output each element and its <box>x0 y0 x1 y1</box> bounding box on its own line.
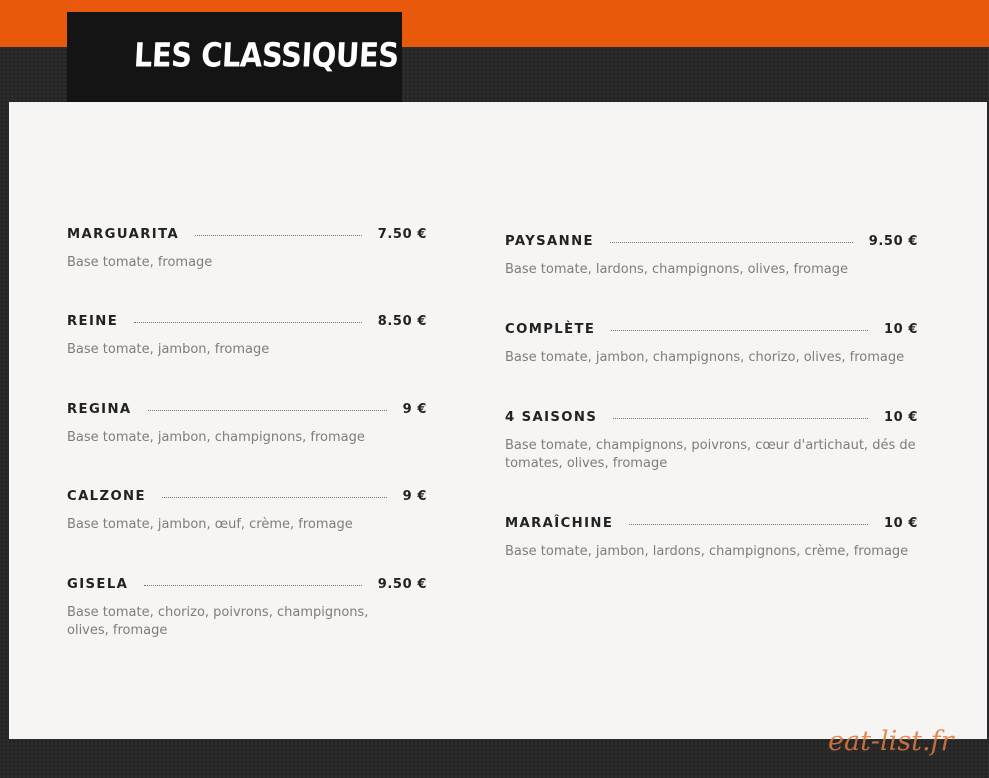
menu-item-description: Base tomate, jambon, lardons, champignons, crème, fromage <box>505 544 909 559</box>
menu-item-price: 9.50 € <box>377 576 427 592</box>
menu-item-description: Base tomate, chorizo, poivrons, champignons, olives, fromage <box>67 605 369 638</box>
menu-item-price: 8.50 € <box>377 313 427 329</box>
menu-item-name: COMPLÈTE <box>505 321 596 337</box>
menu-item-name: MARGUARITA <box>67 226 180 242</box>
menu-item-price: 10 € <box>883 515 918 531</box>
menu-item-name: 4 SAISONS <box>505 409 598 425</box>
menu-item-description: Base tomate, champignons, poivrons, cœur d'artichaut, dés de tomates, olives, fromage <box>505 438 916 471</box>
menu-item-regina <box>67 401 427 447</box>
dotted-leader <box>144 585 362 586</box>
menu-item-marguarita <box>67 226 427 272</box>
dotted-leader <box>148 410 387 411</box>
menu-item-gisela <box>67 576 427 640</box>
menu-item-price: 9 € <box>402 401 427 417</box>
menu-item-name: REINE <box>67 313 119 329</box>
menu-item-reine <box>67 313 427 359</box>
menu-item-complete <box>505 321 918 367</box>
menu-item-price: 10 € <box>883 321 918 337</box>
menu-item-description: Base tomate, jambon, champignons, chorizo, olives, fromage <box>505 350 905 365</box>
dotted-leader <box>610 242 853 243</box>
menu-item-name: GISELA <box>67 576 129 592</box>
dotted-leader <box>629 524 868 525</box>
dotted-leader <box>195 235 362 236</box>
menu-item-price: 9 € <box>402 488 427 504</box>
menu-item-paysanne <box>505 233 918 279</box>
dotted-leader <box>162 497 387 498</box>
menu-item-description: Base tomate, fromage <box>67 255 213 270</box>
menu-item-description: Base tomate, jambon, œuf, crème, fromage <box>67 517 353 532</box>
menu-item-price: 9.50 € <box>868 233 918 249</box>
dotted-leader <box>134 322 362 323</box>
menu-item-name: CALZONE <box>67 488 146 504</box>
menu-card <box>9 102 987 739</box>
section-title: LES CLASSIQUES <box>132 35 400 75</box>
menu-item-4-saisons <box>505 409 918 473</box>
dotted-leader <box>611 330 868 331</box>
menu-item-description: Base tomate, jambon, fromage <box>67 342 270 357</box>
menu-item-name: MARAÎCHINE <box>505 515 614 531</box>
dotted-leader <box>613 418 868 419</box>
section-title-box <box>67 12 402 102</box>
menu-item-maraichine <box>505 515 918 561</box>
menu-item-price: 10 € <box>883 409 918 425</box>
site-watermark: eat-list.fr <box>828 726 954 757</box>
menu-item-price: 7.50 € <box>377 226 427 242</box>
menu-item-name: PAYSANNE <box>505 233 594 249</box>
menu-item-name: REGINA <box>67 401 132 417</box>
menu-item-description: Base tomate, lardons, champignons, olives, fromage <box>505 262 848 277</box>
menu-item-calzone <box>67 488 427 534</box>
menu-item-description: Base tomate, jambon, champignons, fromage <box>67 430 365 445</box>
